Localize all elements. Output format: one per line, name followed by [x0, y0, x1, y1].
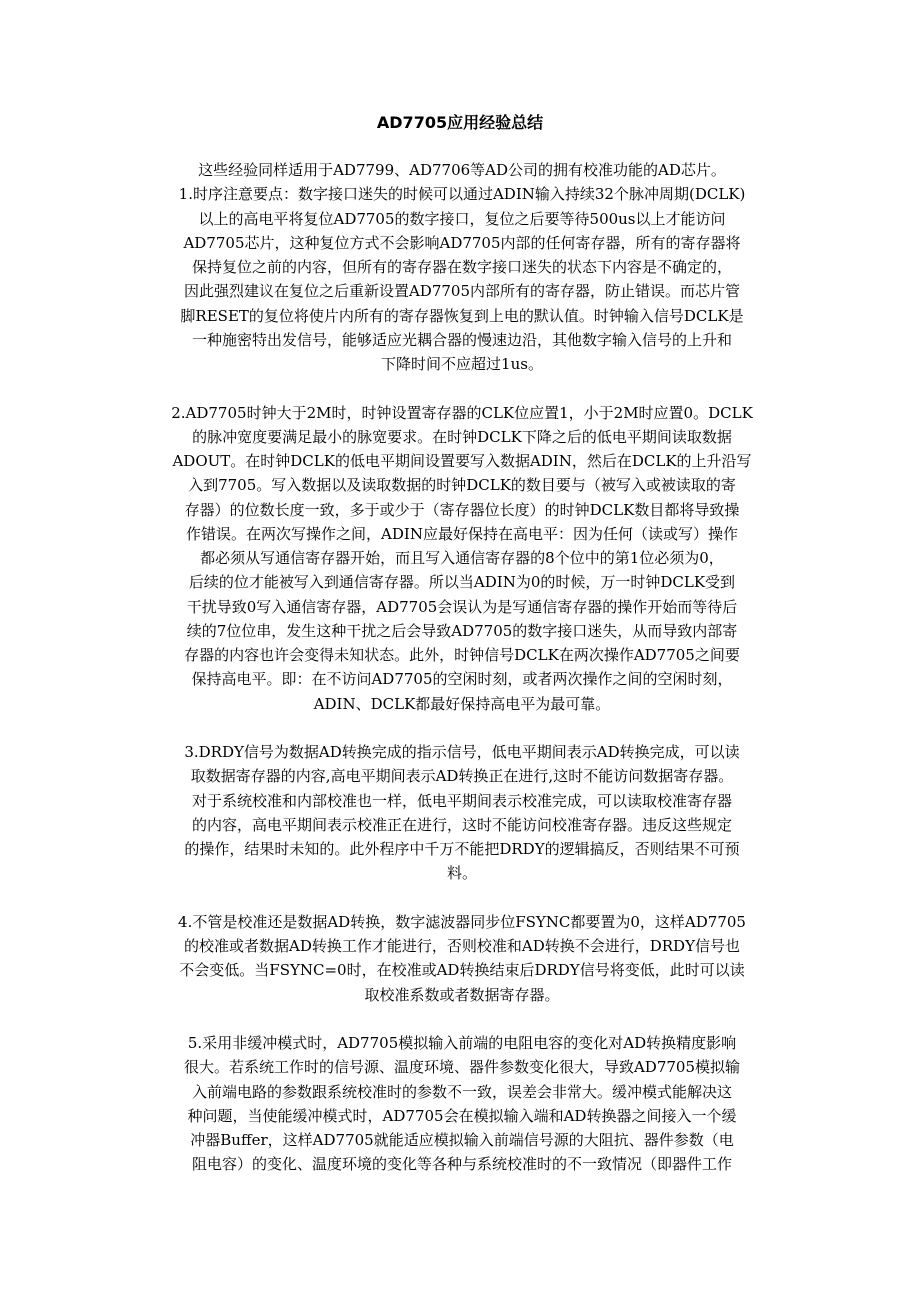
paragraph-4 [137, 910, 787, 1007]
text-line: 一种施密特出发信号，能够适应光耦合器的慢速边沿，其他数字输入信号的上升和 [191, 330, 732, 349]
text-line: 取校准系数或者数据寄存器。 [364, 985, 560, 1004]
text-line: 的脉冲宽度要满足最小的脉宽要求。在时钟DCLK下降之后的低电平期间读取数据 [192, 427, 732, 446]
text-line: 的操作，结果时未知的。此外程序中千万不能把DRDY的逻辑搞反，否则结果不可预 [184, 840, 740, 858]
text-line: 都必须从写通信寄存器开始，而且写入通信寄存器的8个位中的第1位必须为0， [200, 549, 724, 567]
text-line: 4.不管是校准还是数据AD转换，数字滤波器同步位FSYNC都要置为0，这样AD7705 [178, 912, 746, 931]
text-line: ADIN、DCLK都最好保持高电平为最可靠。 [313, 694, 611, 713]
text-line: 1.时序注意要点：数字接口迷失的时候可以通过ADIN输入持续32个脉冲周期(DCLK) [178, 185, 746, 204]
text-line: 下降时间不应超过1us。 [381, 355, 543, 373]
text-line: 脚RESET的复位将使片内所有的寄存器恢复到上电的默认值。时钟输入信号DCLK是 [180, 306, 744, 325]
paragraph-spacer [137, 1007, 787, 1031]
text-line: ADOUT。在时钟DCLK的低电平期间设置要写入数据ADIN，然后在DCLK的上升沿写 [172, 452, 752, 470]
text-line: 入到7705。写入数据以及读取数据的时钟DCLK的数目要与（被写入或被读取的寄 [188, 476, 736, 495]
text-line: 3.DRDY信号为数据AD转换完成的指示信号，低电平期间表示AD转换完成，可以读 [184, 743, 740, 761]
text-line: 因此强烈建议在复位之后重新设置AD7705内部所有的寄存器，防止错误。而芯片管 [183, 282, 741, 301]
text-line: 的校准或者数据AD转换工作才能进行，否则校准和AD转换不会进行，DRDY信号也 [184, 937, 740, 955]
document-title: AD7705应用经验总结 [376, 113, 544, 132]
text-line: 这些经验同样适用于AD7799、AD7706等AD公司的拥有校准功能的AD芯片。 [198, 161, 726, 179]
text-line: 后续的位才能被写入到通信寄存器。所以当ADIN为0的时候，万一时钟DCLK受到 [188, 573, 736, 592]
text-line: 种问题，当使能缓冲模式时，AD7705会在模拟输入端和AD转换器之间接入一个缓 [187, 1106, 737, 1125]
text-line: 料。 [446, 864, 477, 883]
text-line: 取数据寄存器的内容,高电平期间表示AD转换正在进行,这时不能访问数据寄存器。 [190, 767, 734, 786]
text-line: 冲器Buffer，这样AD7705就能适应模拟输入前端信号源的大阻抗、器件参数（电 [190, 1131, 734, 1149]
paragraph-3 [137, 740, 787, 886]
text-line: 对于系统校准和内部校准也一样，低电平期间表示校准完成，可以读取校准寄存器 [191, 791, 732, 810]
text-line: 2.AD7705时钟大于2M时，时钟设置寄存器的CLK位应置1，小于2M时应置0。DCLK [171, 403, 753, 422]
text-line: 保持高电平。即：在不访问AD7705的空闲时刻，或者两次操作之间的空闲时刻， [191, 670, 733, 689]
paragraph-1 [137, 158, 787, 376]
text-line: 存器）的位数长度一致，多于或少于（寄存器位长度）的时钟DCLK数目都将导致操 [184, 500, 740, 519]
text-line: 以上的高电平将复位AD7705的数字接口，复位之后要等待500us以上才能访问 [198, 209, 726, 228]
text-line: 5.采用非缓冲模式时，AD7705模拟输入前端的电阻电容的变化对AD转换精度影响 [187, 1034, 737, 1052]
document-body [137, 158, 787, 1177]
text-line: 不会变低。当FSYNC=0时，在校准或AD转换结束后DRDY信号将变低，此时可以读 [179, 961, 745, 980]
text-line: 续的7位位串，发生这种干扰之后会导致AD7705的数字接口迷失，从而导致内部寄 [186, 621, 738, 640]
text-line: 作错误。在两次写操作之间，ADIN应最好保持在高电平：因为任何（读或写）操作 [186, 524, 738, 543]
text-line: 很大。若系统工作时的信号源、温度环境、器件参数变化很大，导致AD7705模拟输 [183, 1058, 741, 1077]
paragraph-spacer [137, 716, 787, 740]
paragraph-spacer [137, 886, 787, 910]
text-line: 入前端电路的参数跟系统校准时的参数不一致，误差会非常大。缓冲模式能解决这 [191, 1082, 732, 1101]
text-line: 保持复位之前的内容，但所有的寄存器在数字接口迷失的状态下内容是不确定的， [191, 258, 732, 276]
paragraph-2 [137, 401, 787, 716]
text-line: 阻电容）的变化、温度环境的变化等各种与系统校准时的不一致情况（即器件工作 [191, 1155, 732, 1174]
text-line: 干扰导致0写入通信寄存器，AD7705会误认为是写通信寄存器的操作开始而等待后 [186, 597, 738, 616]
text-line: 的内容，高电平期间表示校准正在进行，这时不能访问校准寄存器。违反这些规定 [191, 815, 732, 834]
text-line: AD7705芯片，这种复位方式不会影响AD7705内部的任何寄存器，所有的寄存器将 [183, 233, 741, 252]
paragraph-5 [137, 1031, 787, 1177]
paragraph-spacer [137, 376, 787, 400]
text-line: 存器的内容也许会变得未知状态。此外，时钟信号DCLK在两次操作AD7705之间要 [184, 646, 740, 664]
